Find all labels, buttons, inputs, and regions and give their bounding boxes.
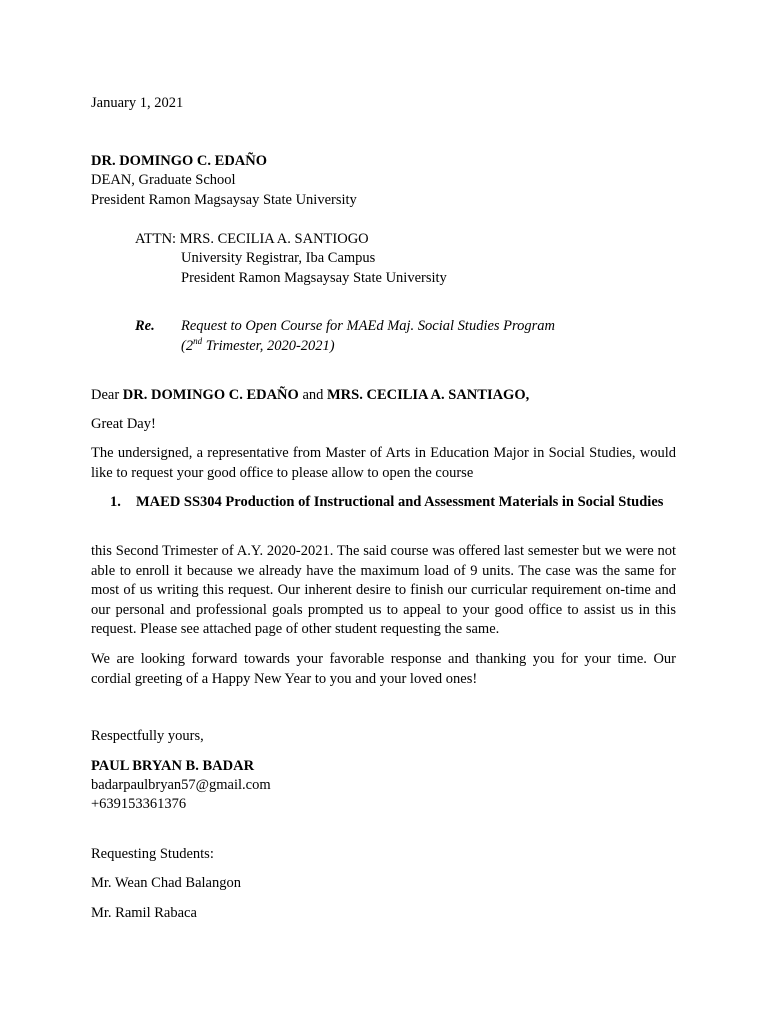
student-item: Mr. Ramil Rabaca — [91, 905, 197, 921]
re-label: Re. — [135, 318, 155, 334]
course-title: MAED SS304 Production of Instructional and Assessment Materials in Social Studies — [136, 494, 664, 510]
closing-phrase: Respectfully yours, — [91, 728, 204, 744]
greeting: Great Day! — [91, 416, 156, 432]
attn-name: MRS. CECILIA A. SANTIOGO — [179, 231, 369, 247]
sender-phone: +639153361376 — [91, 796, 187, 812]
salutation: Dear DR. DOMINGO C. EDAÑO and MRS. CECILIA A. SANTIAGO, — [91, 387, 530, 403]
requesting-students-label: Requesting Students: — [91, 846, 214, 862]
attn-institution: President Ramon Magsaysay State University — [181, 270, 447, 286]
re-subject-line1: Request to Open Course for MAEd Maj. Social Studies Program — [181, 318, 556, 334]
paragraph-closing: We are looking forward towards your favorable response and thanking you for your time. Our cordial greeting of a Happy New Year to you and your loved ones! — [91, 651, 676, 687]
sender-name: PAUL BRYAN B. BADAR — [91, 758, 255, 774]
list-number: 1. — [110, 494, 121, 510]
paragraph-request: The undersigned, a representative from Master of Arts in Education Major in Social Studies, would like to request your good office to please allow to open the course — [91, 445, 676, 481]
recipient-title: DEAN, Graduate School — [91, 172, 236, 188]
re-subject-line2: (2nd Trimester, 2020-2021) — [181, 336, 335, 354]
attn-line — [135, 230, 369, 250]
attn-label: ATTN: — [135, 231, 177, 247]
salutation-name-1: DR. DOMINGO C. EDAÑO — [122, 387, 299, 403]
recipient-institution: President Ramon Magsaysay State University — [91, 192, 357, 208]
course-list-item — [110, 493, 676, 513]
letter-date: January 1, 2021 — [91, 95, 184, 111]
attn-title: University Registrar, Iba Campus — [181, 250, 376, 266]
salutation-name-2: MRS. CECILIA A. SANTIAGO, — [327, 387, 530, 403]
recipient-name: DR. DOMINGO C. EDAÑO — [91, 153, 268, 169]
sender-email: badarpaulbryan57@gmail.com — [91, 777, 271, 793]
paragraph-reason: this Second Trimester of A.Y. 2020-2021. The said course was offered last semester but we were not able to enroll it because we already have the maximum load of 9 units. The case was the same for most of us writing this request. Our inherent desire to finish our curricular requirement on-time and our personal and professional goals prompted us to appeal to your good office to assist us in this request. Please see attached page of other student requesting the same. — [91, 543, 676, 637]
student-item: Mr. Wean Chad Balangon — [91, 875, 241, 891]
